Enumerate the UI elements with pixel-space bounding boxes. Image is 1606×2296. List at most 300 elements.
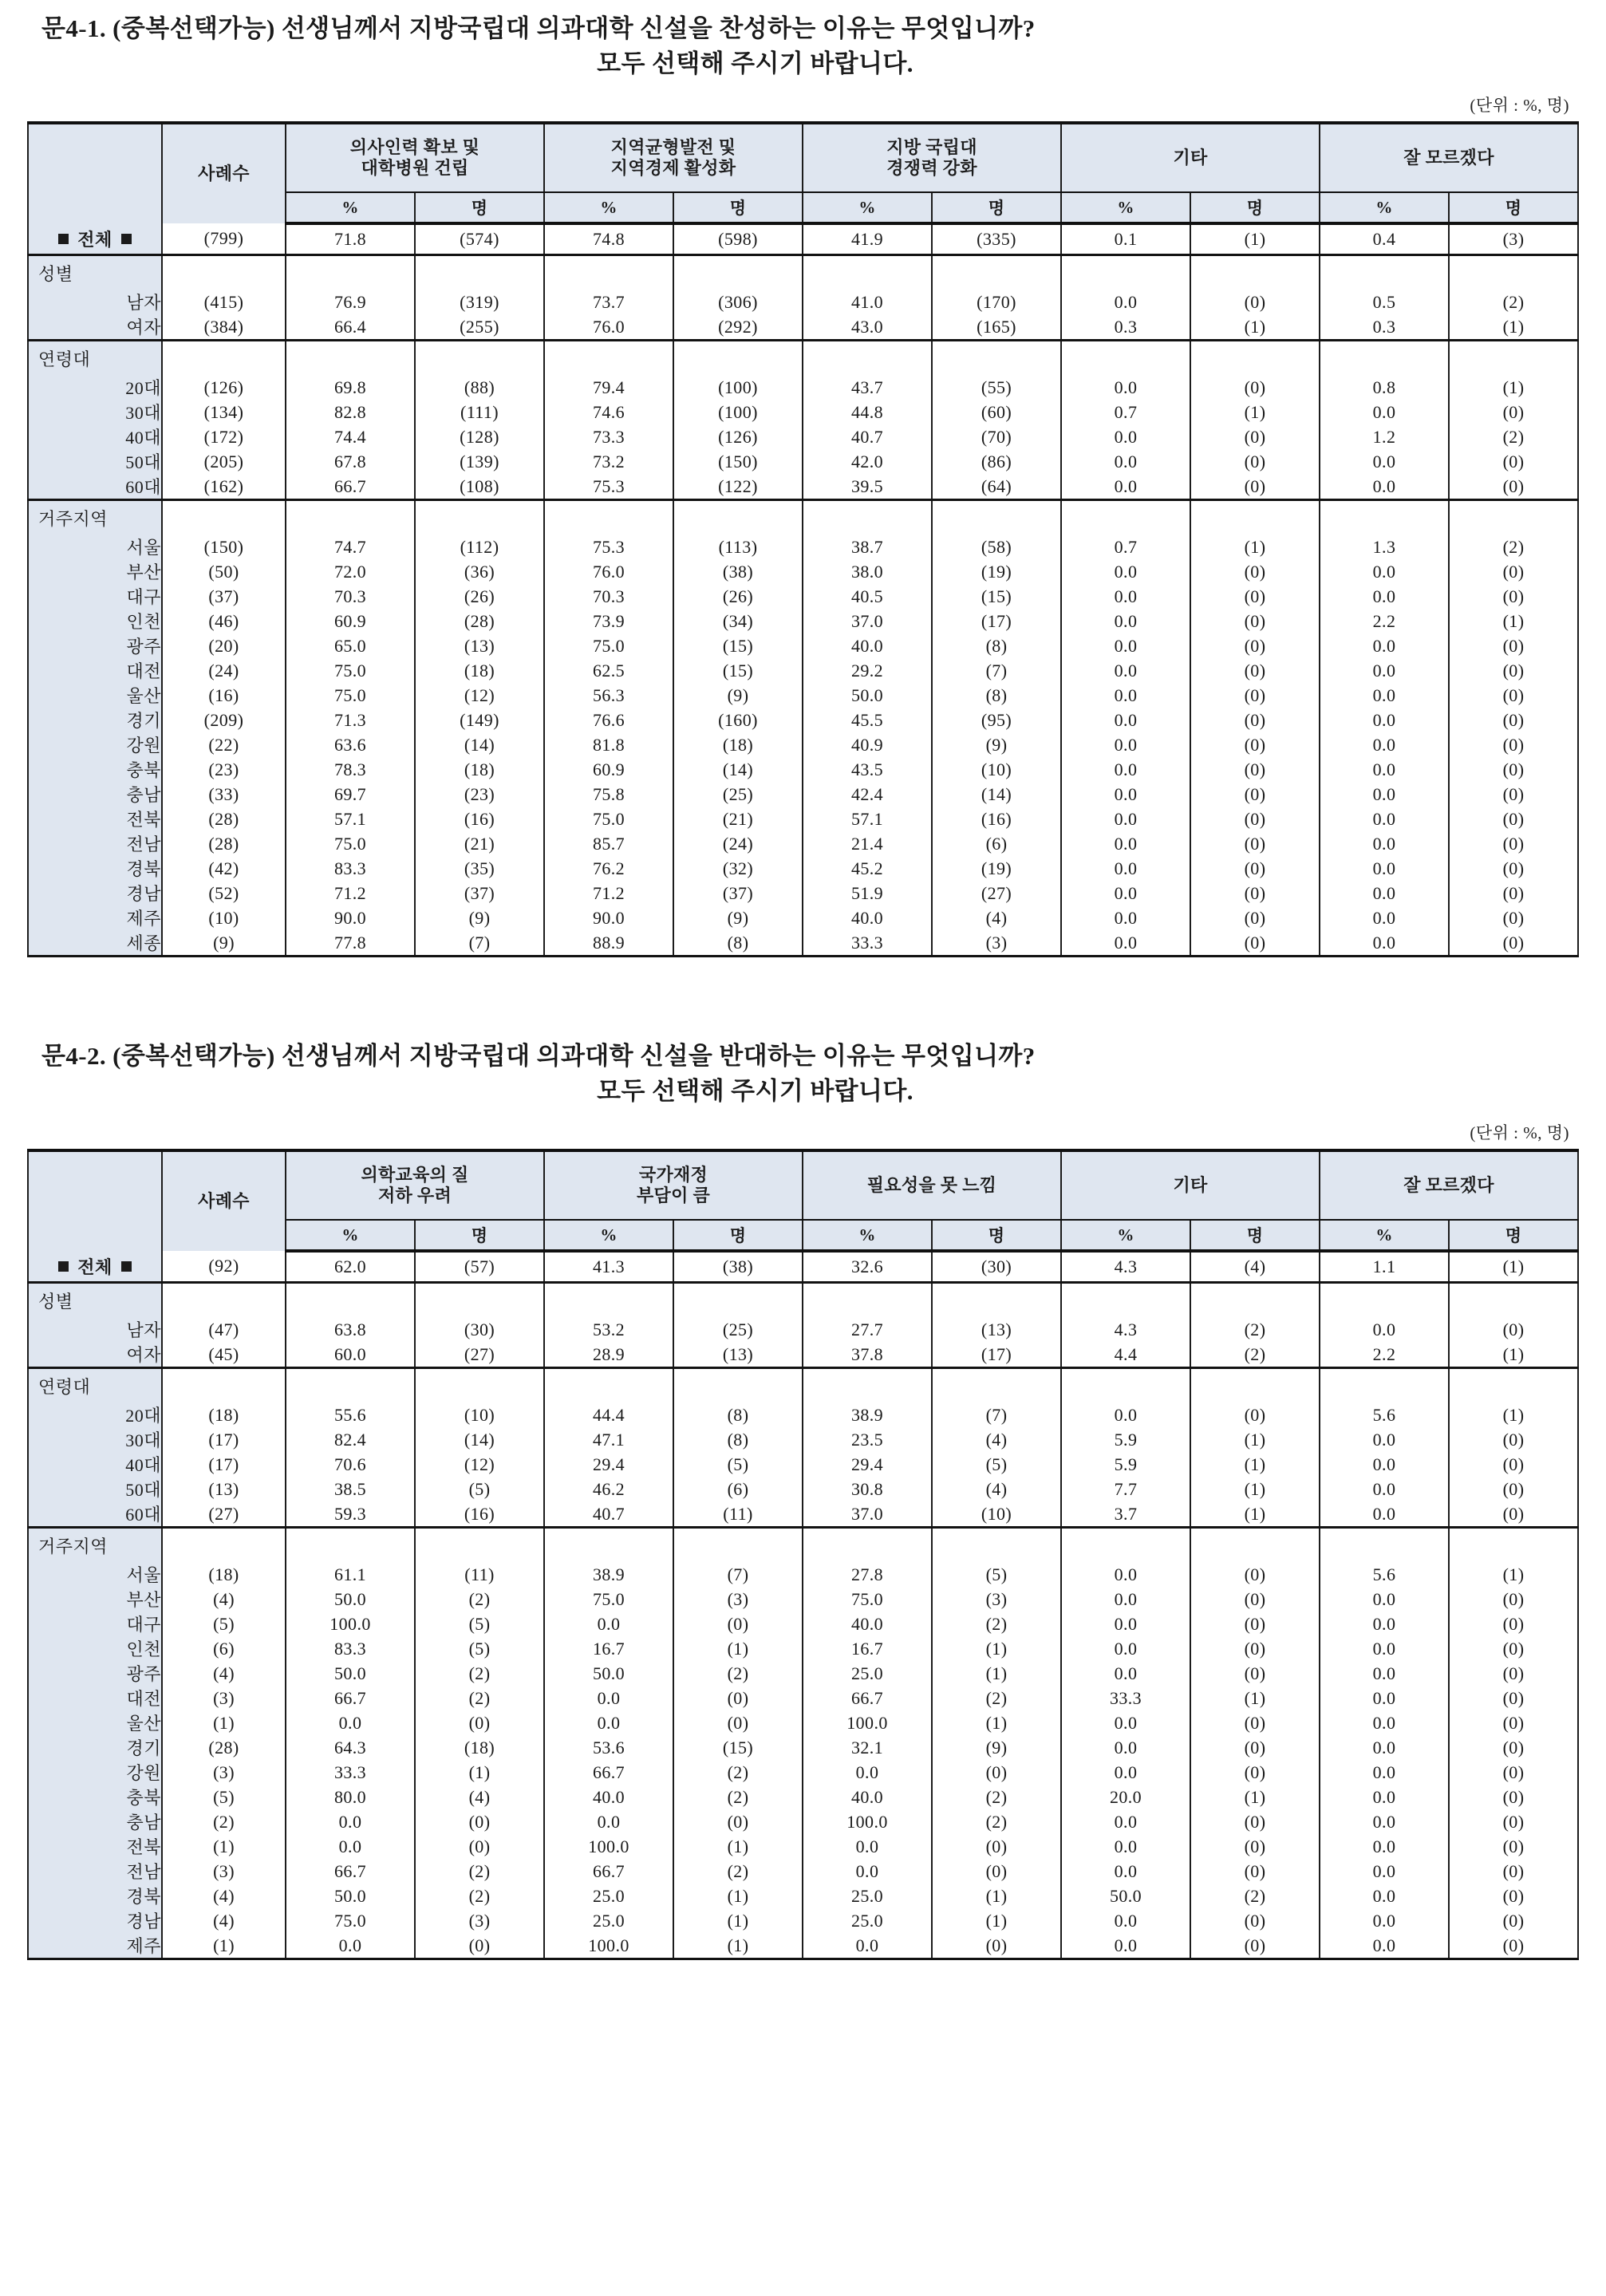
group-spacer-cell — [544, 1528, 673, 1563]
table-row — [28, 1834, 1578, 1859]
row-base-count: (3) — [162, 1760, 286, 1785]
total-value-2: 74.8 — [544, 223, 673, 255]
group-spacer-cell — [1061, 1368, 1190, 1403]
table-row — [28, 1884, 1578, 1908]
row-label: 전남 — [28, 1859, 162, 1884]
row-value-8: 2.2 — [1320, 609, 1449, 633]
row-value-3: (15) — [673, 633, 803, 658]
total-value-4: 32.6 — [803, 1251, 932, 1283]
subheader-1-1: 명 — [415, 1220, 544, 1251]
row-base-count: (20) — [162, 633, 286, 658]
row-value-1: (255) — [415, 314, 544, 341]
row-value-3: (8) — [673, 1427, 803, 1452]
row-value-5: (13) — [932, 1317, 1061, 1342]
row-value-9: (0) — [1449, 1760, 1578, 1785]
question-title-block — [27, 11, 1579, 81]
row-value-8: 0.8 — [1320, 375, 1449, 400]
row-value-6: 0.0 — [1061, 905, 1190, 930]
group-spacer-cell — [1190, 1528, 1320, 1563]
column-header-2: 지역균형발전 및 지역경제 활성화 — [544, 123, 803, 192]
row-value-9: (0) — [1449, 1477, 1578, 1501]
row-value-6: 20.0 — [1061, 1785, 1190, 1809]
row-value-2: 25.0 — [544, 1884, 673, 1908]
row-value-8: 0.0 — [1320, 1735, 1449, 1760]
row-value-6: 0.0 — [1061, 1735, 1190, 1760]
subheader-2-1: 명 — [673, 1220, 803, 1251]
row-value-7: (1) — [1190, 1452, 1320, 1477]
table-row — [28, 782, 1578, 807]
row-value-1: (128) — [415, 424, 544, 449]
row-value-8: 5.6 — [1320, 1402, 1449, 1427]
group-header-row — [28, 341, 1578, 376]
group-spacer-cell — [932, 1368, 1061, 1403]
row-value-0: 66.7 — [286, 1686, 415, 1710]
row-value-7: (0) — [1190, 1735, 1320, 1760]
row-value-1: (7) — [415, 930, 544, 957]
row-value-0: 0.0 — [286, 1710, 415, 1735]
row-value-0: 70.3 — [286, 584, 415, 609]
row-value-3: (6) — [673, 1477, 803, 1501]
row-value-5: (5) — [932, 1452, 1061, 1477]
group-spacer-cell — [1320, 341, 1449, 376]
row-value-0: 66.4 — [286, 314, 415, 341]
row-base-count: (1) — [162, 1710, 286, 1735]
row-value-2: 66.7 — [544, 1859, 673, 1884]
row-value-5: (6) — [932, 831, 1061, 856]
unit-note: (단위 : %, 명) — [1470, 96, 1569, 116]
row-value-4: 38.7 — [803, 535, 932, 559]
row-value-4: 33.3 — [803, 930, 932, 957]
row-label: 경북 — [28, 856, 162, 881]
crosstab-table — [27, 121, 1579, 957]
row-label: 세종 — [28, 930, 162, 957]
row-value-6: 0.0 — [1061, 1710, 1190, 1735]
row-value-8: 0.0 — [1320, 658, 1449, 683]
group-spacer-cell — [1320, 500, 1449, 535]
row-value-9: (0) — [1449, 1908, 1578, 1933]
row-value-2: 73.3 — [544, 424, 673, 449]
row-value-2: 60.9 — [544, 757, 673, 782]
row-value-5: (15) — [932, 584, 1061, 609]
row-value-9: (0) — [1449, 930, 1578, 957]
row-label: 60대 — [28, 1501, 162, 1528]
row-base-count: (27) — [162, 1501, 286, 1528]
row-value-1: (23) — [415, 782, 544, 807]
total-value-9: (1) — [1449, 1251, 1578, 1283]
total-value-5: (335) — [932, 223, 1061, 255]
row-value-7: (0) — [1190, 683, 1320, 708]
row-value-6: 0.0 — [1061, 757, 1190, 782]
total-value-8: 1.1 — [1320, 1251, 1449, 1283]
row-value-0: 74.4 — [286, 424, 415, 449]
row-value-4: 38.0 — [803, 559, 932, 584]
total-value-0: 71.8 — [286, 223, 415, 255]
subheader-5-0: % — [1320, 1220, 1449, 1251]
row-value-0: 50.0 — [286, 1587, 415, 1612]
row-value-1: (10) — [415, 1402, 544, 1427]
group-spacer-cell — [1320, 255, 1449, 290]
row-base-count: (16) — [162, 683, 286, 708]
group-spacer-cell — [803, 341, 932, 376]
row-base-count: (18) — [162, 1562, 286, 1587]
row-value-6: 0.0 — [1061, 474, 1190, 500]
row-value-4: 40.9 — [803, 732, 932, 757]
row-value-8: 0.0 — [1320, 1501, 1449, 1528]
row-value-7: (0) — [1190, 1402, 1320, 1427]
row-value-9: (1) — [1449, 1562, 1578, 1587]
row-value-8: 0.0 — [1320, 1636, 1449, 1661]
row-value-2: 71.2 — [544, 881, 673, 905]
row-value-1: (16) — [415, 807, 544, 831]
row-value-4: 57.1 — [803, 807, 932, 831]
group-spacer-cell — [1061, 500, 1190, 535]
table-row — [28, 856, 1578, 881]
row-value-6: 0.7 — [1061, 535, 1190, 559]
row-value-3: (37) — [673, 881, 803, 905]
subheader-1-0: % — [286, 1220, 415, 1251]
row-value-8: 0.0 — [1320, 732, 1449, 757]
row-base-count: (28) — [162, 807, 286, 831]
row-value-5: (0) — [932, 1760, 1061, 1785]
group-spacer-cell — [415, 500, 544, 535]
row-label: 대전 — [28, 1686, 162, 1710]
row-value-5: (7) — [932, 1402, 1061, 1427]
total-value-5: (30) — [932, 1251, 1061, 1283]
row-value-3: (34) — [673, 609, 803, 633]
row-value-5: (4) — [932, 905, 1061, 930]
row-value-3: (100) — [673, 375, 803, 400]
row-value-9: (1) — [1449, 314, 1578, 341]
row-value-2: 81.8 — [544, 732, 673, 757]
row-value-4: 0.0 — [803, 1834, 932, 1859]
row-value-5: (1) — [932, 1710, 1061, 1735]
row-value-0: 77.8 — [286, 930, 415, 957]
row-value-3: (21) — [673, 807, 803, 831]
group-label-1: 연령대 — [28, 341, 162, 376]
subheader-2-1: 명 — [673, 192, 803, 223]
row-value-1: (5) — [415, 1612, 544, 1636]
table-row — [28, 757, 1578, 782]
row-label: 30대 — [28, 1427, 162, 1452]
group-spacer-cell — [1190, 500, 1320, 535]
row-value-9: (0) — [1449, 474, 1578, 500]
group-spacer-cell — [1190, 1368, 1320, 1403]
group-label-1: 연령대 — [28, 1368, 162, 1403]
row-value-3: (2) — [673, 1760, 803, 1785]
table-row — [28, 449, 1578, 474]
row-value-5: (5) — [932, 1562, 1061, 1587]
row-value-8: 0.3 — [1320, 314, 1449, 341]
row-value-8: 0.0 — [1320, 1834, 1449, 1859]
row-value-0: 75.0 — [286, 658, 415, 683]
row-value-9: (1) — [1449, 1342, 1578, 1368]
row-value-7: (0) — [1190, 1587, 1320, 1612]
row-value-1: (149) — [415, 708, 544, 732]
row-value-8: 0.5 — [1320, 290, 1449, 314]
group-header-row — [28, 1368, 1578, 1403]
row-value-1: (2) — [415, 1661, 544, 1686]
row-label: 강원 — [28, 732, 162, 757]
row-label-total — [28, 223, 162, 255]
row-value-9: (0) — [1449, 559, 1578, 584]
table-row — [28, 633, 1578, 658]
row-value-9: (0) — [1449, 1427, 1578, 1452]
row-value-7: (1) — [1190, 1686, 1320, 1710]
group-spacer-cell — [286, 1283, 415, 1318]
row-value-3: (24) — [673, 831, 803, 856]
row-value-2: 88.9 — [544, 930, 673, 957]
row-value-0: 64.3 — [286, 1735, 415, 1760]
group-spacer-cell — [932, 1528, 1061, 1563]
row-value-5: (2) — [932, 1809, 1061, 1834]
row-value-5: (0) — [932, 1933, 1061, 1959]
group-spacer-cell — [1061, 1528, 1190, 1563]
subheader-2-0: % — [544, 1220, 673, 1251]
row-value-3: (32) — [673, 856, 803, 881]
row-value-4: 40.0 — [803, 633, 932, 658]
group-spacer-cell — [803, 1368, 932, 1403]
row-base-count: (9) — [162, 930, 286, 957]
row-value-0: 71.3 — [286, 708, 415, 732]
table-row — [28, 559, 1578, 584]
header-row-categories — [28, 123, 1578, 192]
row-value-6: 0.0 — [1061, 424, 1190, 449]
crosstab-table-wrapper — [27, 121, 1579, 957]
row-value-3: (292) — [673, 314, 803, 341]
row-value-6: 7.7 — [1061, 1477, 1190, 1501]
subheader-4-0: % — [1061, 1220, 1190, 1251]
table-row — [28, 290, 1578, 314]
row-value-4: 40.0 — [803, 905, 932, 930]
table-row — [28, 1710, 1578, 1735]
row-value-5: (9) — [932, 732, 1061, 757]
row-value-2: 40.7 — [544, 1501, 673, 1528]
row-value-4: 37.0 — [803, 1501, 932, 1528]
row-value-8: 0.0 — [1320, 683, 1449, 708]
column-header-3: 필요성을 못 느낌 — [803, 1150, 1061, 1220]
row-value-5: (8) — [932, 633, 1061, 658]
row-label: 50대 — [28, 1477, 162, 1501]
row-value-7: (1) — [1190, 1427, 1320, 1452]
group-spacer-cell — [1320, 1283, 1449, 1318]
table-row — [28, 683, 1578, 708]
row-value-1: (111) — [415, 400, 544, 424]
row-value-5: (2) — [932, 1686, 1061, 1710]
row-value-0: 63.8 — [286, 1317, 415, 1342]
table-row — [28, 1427, 1578, 1452]
row-value-0: 55.6 — [286, 1402, 415, 1427]
row-value-1: (35) — [415, 856, 544, 881]
row-value-2: 53.2 — [544, 1317, 673, 1342]
row-value-1: (18) — [415, 658, 544, 683]
row-value-0: 75.0 — [286, 683, 415, 708]
subheader-3-1: 명 — [932, 1220, 1061, 1251]
group-spacer-cell — [544, 255, 673, 290]
row-value-8: 5.6 — [1320, 1562, 1449, 1587]
row-value-3: (113) — [673, 535, 803, 559]
table-row — [28, 1686, 1578, 1710]
column-header-5: 잘 모르겠다 — [1320, 123, 1578, 192]
row-value-1: (9) — [415, 905, 544, 930]
row-value-4: 39.5 — [803, 474, 932, 500]
row-value-3: (160) — [673, 708, 803, 732]
row-value-0: 59.3 — [286, 1501, 415, 1528]
row-value-3: (1) — [673, 1908, 803, 1933]
row-value-3: (9) — [673, 905, 803, 930]
row-value-7: (0) — [1190, 782, 1320, 807]
row-label: 남자 — [28, 1317, 162, 1342]
row-label: 부산 — [28, 1587, 162, 1612]
row-value-7: (0) — [1190, 424, 1320, 449]
row-value-8: 0.0 — [1320, 474, 1449, 500]
row-value-6: 0.0 — [1061, 1402, 1190, 1427]
row-label: 20대 — [28, 375, 162, 400]
row-label: 울산 — [28, 1710, 162, 1735]
row-value-1: (16) — [415, 1501, 544, 1528]
total-value-7: (4) — [1190, 1251, 1320, 1283]
row-value-7: (0) — [1190, 375, 1320, 400]
row-label: 충북 — [28, 1785, 162, 1809]
table-row — [28, 1908, 1578, 1933]
row-value-5: (1) — [932, 1908, 1061, 1933]
row-value-6: 0.0 — [1061, 881, 1190, 905]
total-label-text: 전체 — [77, 1256, 112, 1277]
total-row — [28, 223, 1578, 255]
row-value-0: 50.0 — [286, 1661, 415, 1686]
column-header-4: 기타 — [1061, 123, 1320, 192]
row-value-4: 40.0 — [803, 1612, 932, 1636]
row-value-3: (7) — [673, 1562, 803, 1587]
row-value-9: (0) — [1449, 1710, 1578, 1735]
row-base-count: (13) — [162, 1477, 286, 1501]
group-spacer-cell — [932, 500, 1061, 535]
row-value-4: 23.5 — [803, 1427, 932, 1452]
row-value-5: (1) — [932, 1884, 1061, 1908]
row-label-total — [28, 1251, 162, 1283]
row-value-1: (2) — [415, 1587, 544, 1612]
row-value-5: (19) — [932, 559, 1061, 584]
row-base-count: (415) — [162, 290, 286, 314]
row-value-1: (319) — [415, 290, 544, 314]
row-value-4: 0.0 — [803, 1760, 932, 1785]
row-value-9: (0) — [1449, 708, 1578, 732]
row-value-4: 37.0 — [803, 609, 932, 633]
row-value-7: (0) — [1190, 290, 1320, 314]
group-spacer-cell — [1449, 341, 1578, 376]
row-value-8: 0.0 — [1320, 905, 1449, 930]
table-row — [28, 831, 1578, 856]
group-spacer-cell — [932, 341, 1061, 376]
row-value-7: (0) — [1190, 708, 1320, 732]
row-value-9: (0) — [1449, 856, 1578, 881]
row-value-9: (0) — [1449, 658, 1578, 683]
column-header-3: 지방 국립대 경쟁력 강화 — [803, 123, 1061, 192]
row-base-count: (37) — [162, 584, 286, 609]
row-value-5: (95) — [932, 708, 1061, 732]
table-row — [28, 474, 1578, 500]
row-value-8: 0.0 — [1320, 633, 1449, 658]
row-value-7: (0) — [1190, 449, 1320, 474]
row-value-5: (4) — [932, 1477, 1061, 1501]
row-value-5: (70) — [932, 424, 1061, 449]
row-value-2: 75.0 — [544, 633, 673, 658]
row-label: 서울 — [28, 1562, 162, 1587]
row-value-6: 0.0 — [1061, 856, 1190, 881]
row-value-4: 45.2 — [803, 856, 932, 881]
row-value-5: (27) — [932, 881, 1061, 905]
row-value-3: (25) — [673, 1317, 803, 1342]
row-value-2: 47.1 — [544, 1427, 673, 1452]
row-label: 광주 — [28, 633, 162, 658]
row-value-8: 1.2 — [1320, 424, 1449, 449]
row-value-3: (150) — [673, 449, 803, 474]
row-value-0: 75.0 — [286, 1908, 415, 1933]
row-base-count: (28) — [162, 831, 286, 856]
section-spacer — [27, 962, 1579, 1039]
row-value-2: 29.4 — [544, 1452, 673, 1477]
row-value-2: 50.0 — [544, 1661, 673, 1686]
row-value-6: 0.0 — [1061, 1908, 1190, 1933]
row-value-1: (0) — [415, 1834, 544, 1859]
row-value-7: (0) — [1190, 559, 1320, 584]
subheader-5-1: 명 — [1449, 1220, 1578, 1251]
row-value-8: 0.0 — [1320, 831, 1449, 856]
row-value-4: 29.4 — [803, 1452, 932, 1477]
row-value-8: 0.0 — [1320, 1587, 1449, 1612]
row-value-6: 0.0 — [1061, 1636, 1190, 1661]
row-value-7: (2) — [1190, 1342, 1320, 1368]
row-value-6: 0.0 — [1061, 1562, 1190, 1587]
row-value-6: 0.0 — [1061, 1587, 1190, 1612]
unit-note: (단위 : %, 명) — [1470, 1123, 1569, 1143]
row-base-count: (4) — [162, 1661, 286, 1686]
row-value-7: (0) — [1190, 1760, 1320, 1785]
row-base-count: (46) — [162, 609, 286, 633]
row-value-7: (2) — [1190, 1884, 1320, 1908]
row-value-9: (0) — [1449, 807, 1578, 831]
group-spacer-cell — [286, 1368, 415, 1403]
total-value-3: (38) — [673, 1251, 803, 1283]
row-value-7: (0) — [1190, 930, 1320, 957]
row-value-6: 0.0 — [1061, 584, 1190, 609]
row-base-count: (45) — [162, 1342, 286, 1368]
total-value-1: (574) — [415, 223, 544, 255]
row-label: 대구 — [28, 584, 162, 609]
row-value-0: 78.3 — [286, 757, 415, 782]
row-value-5: (1) — [932, 1661, 1061, 1686]
group-label-2: 거주지역 — [28, 500, 162, 535]
row-value-4: 0.0 — [803, 1933, 932, 1959]
row-value-9: (0) — [1449, 1785, 1578, 1809]
crosstab-table — [27, 1149, 1579, 1960]
row-value-6: 0.0 — [1061, 449, 1190, 474]
row-base-count: (134) — [162, 400, 286, 424]
row-value-6: 33.3 — [1061, 1686, 1190, 1710]
row-value-1: (1) — [415, 1760, 544, 1785]
row-base-count: (1) — [162, 1933, 286, 1959]
total-base-count: (92) — [162, 1251, 286, 1283]
row-value-4: 0.0 — [803, 1859, 932, 1884]
row-value-0: 74.7 — [286, 535, 415, 559]
row-value-9: (2) — [1449, 424, 1578, 449]
column-header-2: 국가재정 부담이 큼 — [544, 1150, 803, 1220]
row-base-count: (52) — [162, 881, 286, 905]
table-row — [28, 658, 1578, 683]
row-value-3: (14) — [673, 757, 803, 782]
row-value-0: 80.0 — [286, 1785, 415, 1809]
row-value-2: 90.0 — [544, 905, 673, 930]
table-row — [28, 807, 1578, 831]
